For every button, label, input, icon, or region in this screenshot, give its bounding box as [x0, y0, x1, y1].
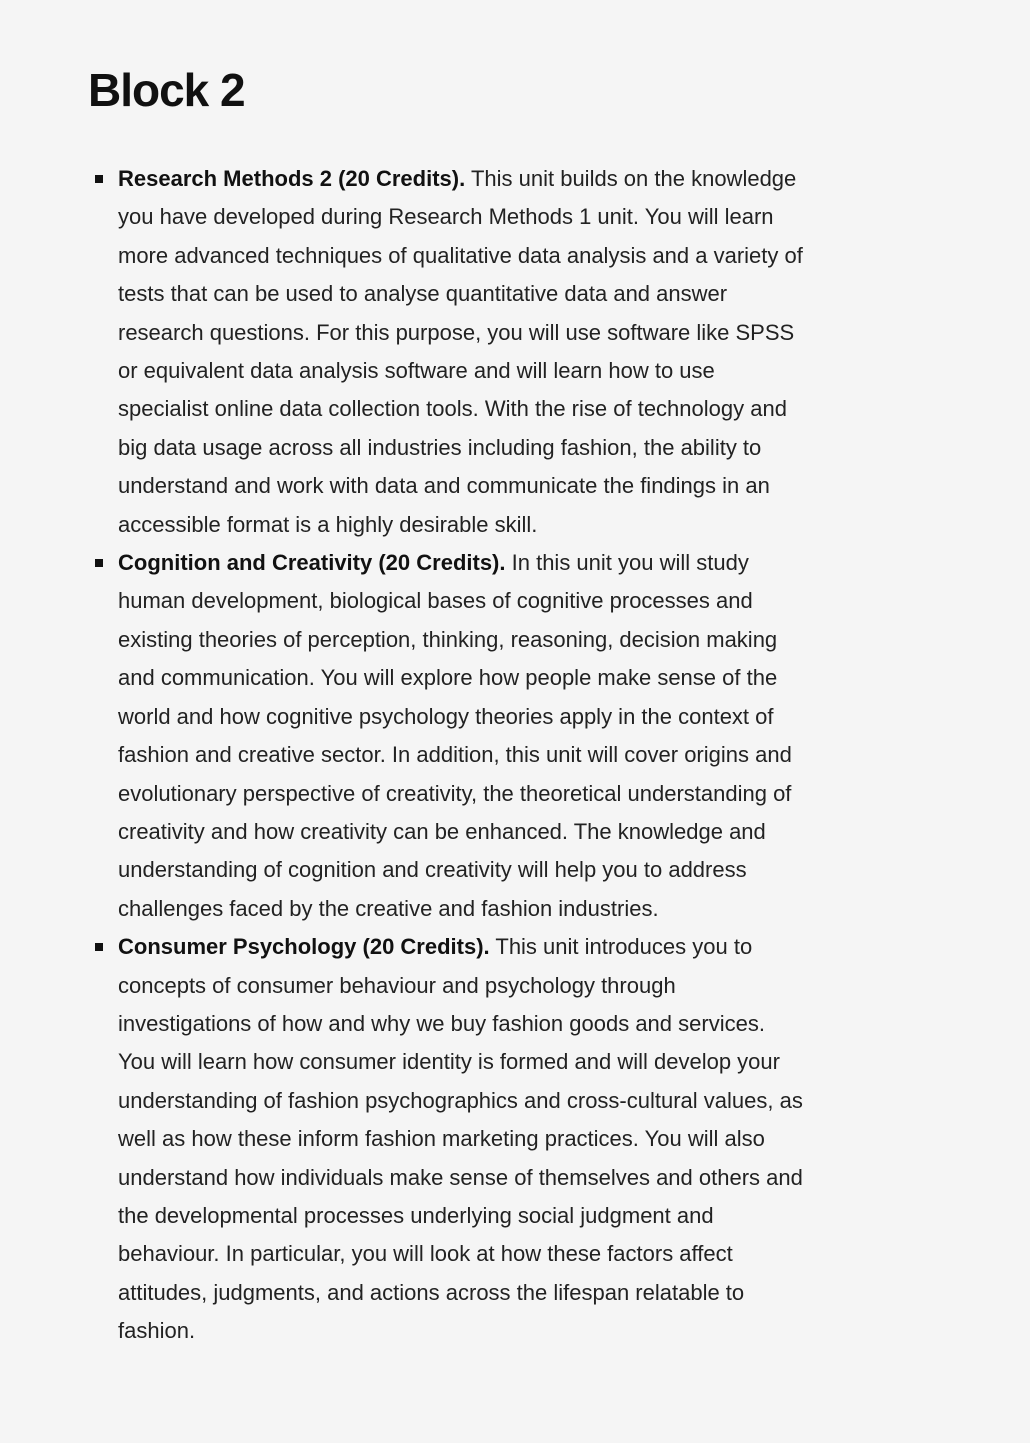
- square-bullet-icon: [95, 559, 103, 567]
- page-title: Block 2: [88, 64, 245, 116]
- square-bullet-icon: [95, 175, 103, 183]
- unit-name: Research Methods 2 (20 Credits).: [118, 166, 466, 191]
- list-item: [88, 160, 803, 544]
- unit-description: This unit builds on the knowledge you have developed during Research Methods 1 unit. You will learn more advanced techniques of qualitative data analysis and a variety of tests that can be used to analyse quantitative data and answer research questions. For this purpose, you will use software like SPSS or equivalent data analysis software and will learn how to use specialist online data collection tools. With the rise of technology and big data usage across all industries including fashion, the ability to understand and work with data and communicate the findings in an accessible format is a highly desirable skill.: [118, 166, 803, 537]
- unit-name: Consumer Psychology (20 Credits).: [118, 934, 490, 960]
- unit-name: Cognition and Creativity (20 Credits).: [118, 550, 506, 576]
- unit-description: In this unit you will study human development, biological bases of cognitive processes and existing theories of perception, thinking, reasoning, decision making and communication. You will explore how people make sense of the world and how cognitive psychology theories apply in the context of fashion and creative sector. In addition, this unit will cover origins and evolutionary perspective of creativity, the theoretical understanding of creativity and how creativity can be enhanced. The knowledge and understanding of cognition and creativity will help you to address challenges faced by the creative and fashion industries.: [118, 550, 792, 921]
- square-bullet-icon: [95, 943, 103, 951]
- unit-description: This unit introduces you to concepts of consumer behaviour and psychology through investigations of how and why we buy fashion goods and services. You will learn how consumer identity is formed and will develop your understanding of fashion psychographics and cross-cultural values, as well as how these inform fashion marketing practices. You will also understand how individuals make sense of themselves and others and the developmental processes underlying social judgment and behaviour. In particular, you will look at how these factors affect attitudes, judgments, and actions across the lifespan relatable to fashion.: [118, 934, 803, 1344]
- unit-list: [88, 160, 803, 1351]
- list-item: [88, 544, 803, 928]
- list-item: [88, 928, 803, 1350]
